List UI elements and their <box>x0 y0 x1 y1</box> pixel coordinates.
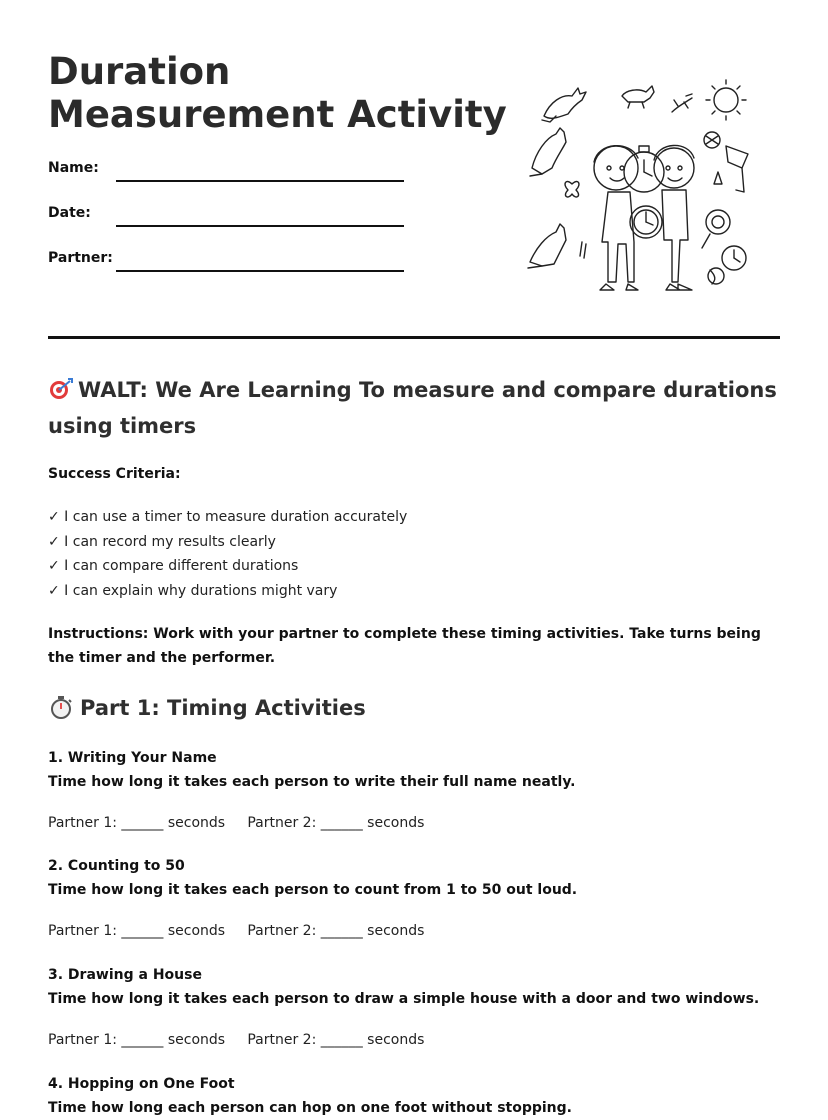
target-icon <box>48 378 74 400</box>
activity-answer-line: Partner 1: ______ seconds Partner 2: ______ seconds <box>48 1032 425 1048</box>
kid-right-drawing <box>654 145 694 290</box>
date-line <box>116 225 404 227</box>
activity-answer-line: Partner 1: ______ seconds Partner 2: ______ seconds <box>48 815 425 831</box>
activity-description: Time how long each person can hop on one foot without stopping. <box>48 1100 572 1116</box>
criteria-item: ✓ I can compare different durations <box>48 558 299 575</box>
walt-heading <box>48 372 783 444</box>
activity-name: 3. Drawing a House <box>48 967 202 983</box>
activity-answer-line: Partner 1: ______ seconds Partner 2: ______ seconds <box>48 923 425 939</box>
stopwatch-icon <box>630 206 662 238</box>
cone-icon <box>714 172 722 184</box>
date-field <box>48 205 408 229</box>
activity-name: 4. Hopping on One Foot <box>48 1076 235 1092</box>
sun-icon <box>706 80 746 120</box>
activity-item <box>48 963 788 1052</box>
walt-text: WALT: We Are Learning To measure and compare durations using timers <box>48 378 777 438</box>
animal-icon <box>622 86 654 108</box>
activity-item <box>48 1072 788 1120</box>
activity-item <box>48 854 788 943</box>
part1-title: Part 1: Timing Activities <box>80 696 366 720</box>
kids-stopwatch-illustration <box>522 72 758 302</box>
section-divider <box>48 336 780 339</box>
name-label: Name: <box>48 160 99 176</box>
criteria-item: ✓ I can use a timer to measure duration accurately <box>48 509 408 525</box>
tennis-ball-icon <box>708 268 724 284</box>
partner-field <box>48 250 408 274</box>
date-label: Date: <box>48 205 91 221</box>
partner-line <box>116 270 404 272</box>
activity-name: 1. Writing Your Name <box>48 750 217 766</box>
activity-description: Time how long it takes each person to write their full name neatly. <box>48 774 576 790</box>
activity-description: Time how long it takes each person to count from 1 to 50 out loud. <box>48 882 578 898</box>
name-line <box>116 180 404 182</box>
page-title: Duration Measurement Activity <box>48 50 507 136</box>
success-criteria-title: Success Criteria: <box>48 466 181 482</box>
activity-item <box>48 746 788 835</box>
football-icon <box>704 132 720 148</box>
kangaroo-icon <box>530 128 566 176</box>
activity-name: 2. Counting to 50 <box>48 858 185 874</box>
kangaroo-icon <box>542 88 586 122</box>
lizard-icon <box>672 94 692 112</box>
activity-description: Time how long it takes each person to draw a simple house with a door and two windows. <box>48 991 760 1007</box>
partner-label: Partner: <box>48 250 113 266</box>
criteria-item: ✓ I can explain why durations might vary <box>48 582 338 599</box>
part1-heading <box>48 693 366 723</box>
success-criteria-list <box>48 505 407 603</box>
kid-left-drawing <box>594 146 638 290</box>
kangaroo-icon <box>528 224 586 268</box>
butterfly-icon <box>565 182 579 197</box>
criteria-item: ✓ I can record my results clearly <box>48 533 276 550</box>
name-field <box>48 160 408 184</box>
clock-icon <box>722 246 746 270</box>
stopwatch-icon <box>48 695 74 719</box>
cap-icon <box>726 146 748 192</box>
ball-icon <box>702 210 730 248</box>
instructions-text: Instructions: Work with your partner to complete these timing activities. Take turns being the timer and the performer. <box>48 626 761 666</box>
